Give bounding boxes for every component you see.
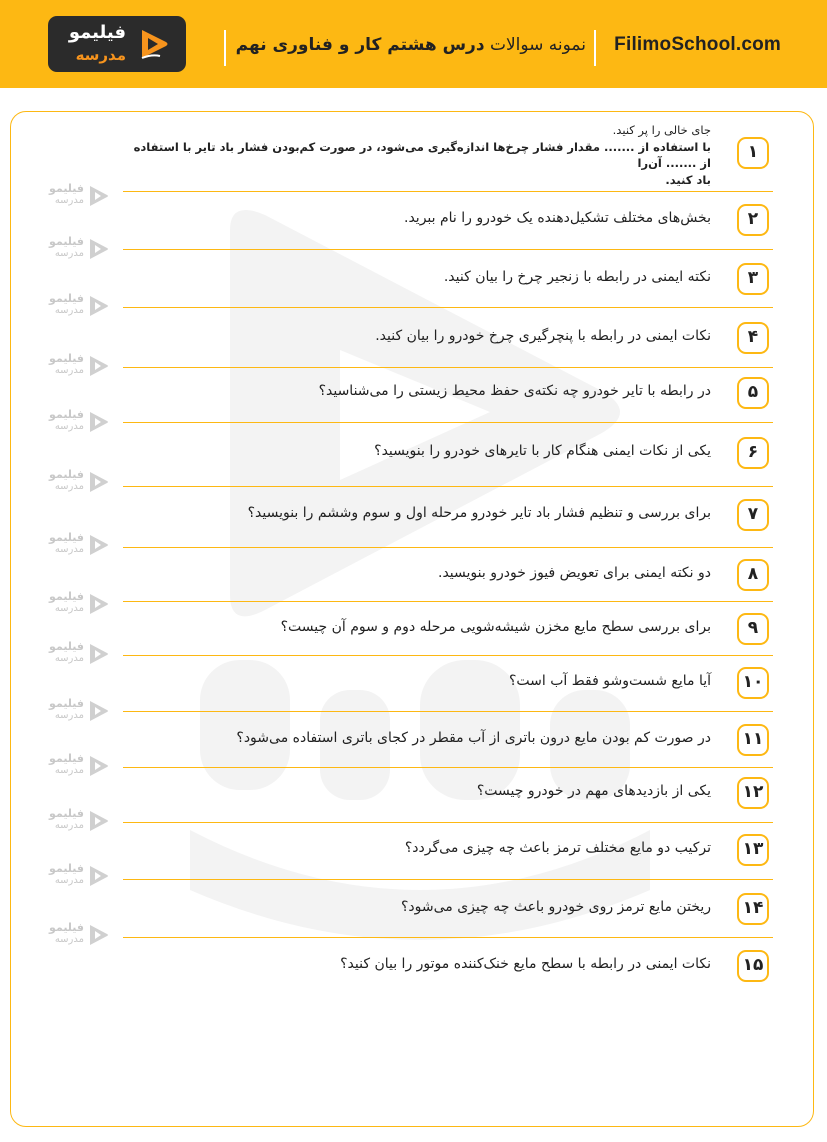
question-text (123, 122, 711, 188)
play-icon (88, 642, 110, 666)
question-number-badge: ۲ (737, 204, 769, 236)
side-watermark-sub: مدرسه (54, 544, 84, 555)
question-text: در صورت کم بودن مایع درون باتری از آب مقطر در کجای باتری استفاده می‌شود؟ (236, 730, 711, 746)
question-text-line: جای خالی را پر کنید. (612, 123, 711, 137)
question-number-badge: ۱۴ (737, 893, 769, 925)
play-icon (88, 699, 110, 723)
side-watermark-sub: مدرسه (54, 653, 84, 664)
play-icon (88, 533, 110, 557)
question-number-badge: ۱۲ (737, 777, 769, 809)
side-watermark-logo (30, 408, 110, 434)
side-watermark-logo (30, 862, 110, 888)
side-watermark-logo (30, 921, 110, 947)
side-watermark-sub: مدرسه (54, 765, 84, 776)
question-number-badge: ۵ (737, 377, 769, 409)
side-watermark-logo (30, 640, 110, 666)
question-text: برای بررسی و تنظیم فشار باد تایر خودرو مرحله اول و سوم وششم را بنویسید؟ (247, 505, 711, 521)
header-divider-left (224, 30, 226, 66)
play-icon (88, 237, 110, 261)
question-text-line: با استفاده از ....... مقدار فشار چرخ‌ها اندازه‌گیری می‌شود، در صورت کم‌بودن فشار باد تایر با استفاده از ....... آن‌را (133, 139, 711, 170)
side-watermark-name: فیلیمو (49, 531, 84, 544)
question-text: یکی از نکات ایمنی هنگام کار با تایرهای خودرو را بنویسید؟ (374, 443, 711, 459)
play-icon (88, 864, 110, 888)
side-watermark-sub: مدرسه (54, 710, 84, 721)
question-number-badge: ۱۳ (737, 834, 769, 866)
side-watermark-name: فیلیمو (49, 640, 84, 653)
question-row (123, 656, 773, 712)
side-watermark-logo (30, 807, 110, 833)
logo-subtitle: مدرسه (75, 46, 126, 64)
question-number-badge: ۱ (737, 137, 769, 169)
question-text: بخش‌های مختلف تشکیل‌دهنده یک خودرو را نام ببرید. (404, 210, 711, 226)
play-book-icon (138, 26, 172, 62)
question-number-badge: ۱۰ (737, 667, 769, 699)
question-row (123, 823, 773, 880)
side-watermark-name: فیلیمو (49, 408, 84, 421)
question-row (123, 768, 773, 823)
side-watermark-logo (30, 531, 110, 557)
question-number-badge: ۷ (737, 499, 769, 531)
side-watermark-name: فیلیمو (49, 352, 84, 365)
side-watermark-sub: مدرسه (54, 421, 84, 432)
logo-name: فیلیمو (68, 22, 126, 43)
side-watermark-sub: مدرسه (54, 305, 84, 316)
question-row (123, 308, 773, 368)
side-watermark-sub: مدرسه (54, 820, 84, 831)
play-icon (88, 809, 110, 833)
play-icon (88, 184, 110, 208)
side-watermark-logo (30, 697, 110, 723)
question-number-badge: ۱۱ (737, 724, 769, 756)
question-row (123, 423, 773, 487)
question-number-badge: ۹ (737, 613, 769, 645)
question-row (123, 880, 773, 938)
question-row (123, 250, 773, 308)
play-icon (88, 294, 110, 318)
play-icon (88, 470, 110, 494)
question-number-badge: ۶ (737, 437, 769, 469)
page-title (234, 35, 586, 55)
question-text: نکته ایمنی در رابطه با زنجیر چرخ را بیان کنید. (443, 269, 711, 285)
filimo-logo[interactable] (48, 16, 186, 72)
question-number-badge: ۱۵ (737, 950, 769, 982)
header-divider-right (594, 30, 596, 66)
site-url[interactable]: FilimoSchool.com (614, 34, 781, 55)
question-row (123, 118, 773, 192)
side-watermark-name: فیلیمو (49, 590, 84, 603)
side-watermark-name: فیلیمو (49, 807, 84, 820)
question-row (123, 487, 773, 548)
title-bold: درس هشتم کار و فناوری نهم (235, 35, 485, 55)
side-watermark-logo (30, 292, 110, 318)
question-text: یکی از بازدیدهای مهم در خودرو چیست؟ (476, 783, 711, 799)
question-text: دو نکته ایمنی برای تعویض فیوز خودرو بنویسید. (438, 565, 711, 581)
title-normal: نمونه سوالات (489, 35, 586, 55)
side-watermark-logo (30, 590, 110, 616)
question-text: آیا مایع شست‌وشو فقط آب است؟ (508, 673, 711, 689)
question-row (123, 548, 773, 602)
question-row (123, 938, 773, 990)
side-watermark-name: فیلیمو (49, 468, 84, 481)
play-icon (88, 923, 110, 947)
side-watermark-name: فیلیمو (49, 752, 84, 765)
side-watermark-name: فیلیمو (49, 862, 84, 875)
side-watermark-logo (30, 182, 110, 208)
question-number-badge: ۸ (737, 559, 769, 591)
side-watermark-sub: مدرسه (54, 248, 84, 259)
question-text: برای بررسی سطح مایع مخزن شیشه‌شویی مرحله دوم و سوم آن چیست؟ (280, 619, 711, 635)
side-watermark-logo (30, 235, 110, 261)
side-watermark-sub: مدرسه (54, 603, 84, 614)
side-watermark-logo (30, 752, 110, 778)
question-text: نکات ایمنی در رابطه با پنچرگیری چرخ خودرو را بیان کنید. (375, 328, 711, 344)
play-icon (88, 592, 110, 616)
side-watermark-logo (30, 468, 110, 494)
question-text: در رابطه با تایر خودرو چه نکته‌ی حفظ محیط زیستی را می‌شناسید؟ (318, 383, 711, 399)
question-row (123, 368, 773, 423)
play-icon (88, 754, 110, 778)
side-watermark-sub: مدرسه (54, 481, 84, 492)
side-watermark-sub: مدرسه (54, 365, 84, 376)
question-number-badge: ۴ (737, 322, 769, 354)
question-text-line: باد کنید. (665, 172, 711, 187)
side-watermark-sub: مدرسه (54, 875, 84, 886)
side-watermark-name: فیلیمو (49, 292, 84, 305)
side-watermark-name: فیلیمو (49, 921, 84, 934)
header-bar (0, 0, 827, 88)
question-text: ترکیب دو مایع مختلف ترمز باعث چه چیزی می‌گردد؟ (404, 840, 711, 856)
question-row (123, 712, 773, 768)
side-watermark-name: فیلیمو (49, 235, 84, 248)
question-row (123, 602, 773, 656)
question-text: نکات ایمنی در رابطه با سطح مایع خنک‌کننده موتور را بیان کنید؟ (340, 956, 711, 972)
side-watermark-name: فیلیمو (49, 182, 84, 195)
play-icon (88, 354, 110, 378)
play-icon (88, 410, 110, 434)
question-text: ریختن مایع ترمز روی خودرو باعث چه چیزی می‌شود؟ (400, 899, 711, 915)
side-watermark-name: فیلیمو (49, 697, 84, 710)
question-number-badge: ۳ (737, 263, 769, 295)
side-watermark-sub: مدرسه (54, 195, 84, 206)
side-watermark-sub: مدرسه (54, 934, 84, 945)
question-row (123, 192, 773, 250)
side-watermark-logo (30, 352, 110, 378)
